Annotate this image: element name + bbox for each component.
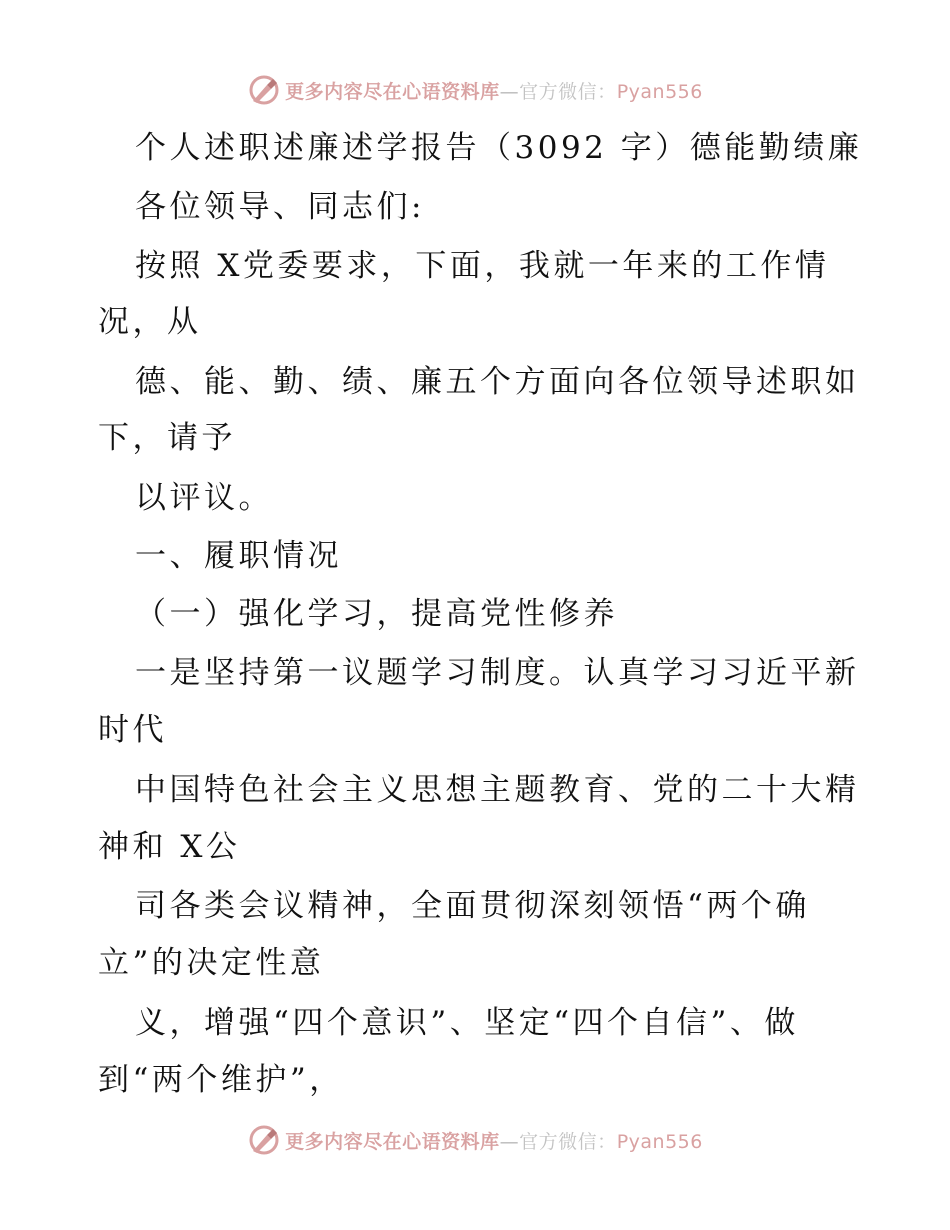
paragraph-line: 神和 X公 — [98, 829, 241, 865]
watermark-dash: — — [499, 80, 520, 103]
paragraph-line: 德、能、勤、绩、廉五个方面向各位领导述职如 — [135, 364, 860, 400]
paragraph-line: 立”的决定性意 — [98, 945, 325, 981]
subsection-heading: （一）强化学习，提高党性修养 — [135, 596, 618, 632]
paragraph-line: 以评议。 — [135, 480, 273, 516]
watermark-footer — [0, 1122, 950, 1158]
watermark-main: 更多内容尽在心语资料库 — [285, 1130, 500, 1153]
watermark-id: Pyan556 — [616, 80, 703, 103]
paragraph-line: 按照 X党委要求，下面，我就一年来的工作情 — [135, 248, 830, 284]
paragraph-line: 司各类会议精神，全面贯彻深刻领悟“两个确 — [135, 888, 810, 924]
salutation: 各位领导、同志们: — [135, 189, 425, 225]
paragraph-line: 一是坚持第一议题学习制度。认真学习习近平新 — [135, 655, 860, 691]
section-heading: 一、履职情况 — [135, 538, 342, 574]
paragraph-line: 中国特色社会主义思想主题教育、党的二十大精 — [135, 772, 860, 808]
paragraph-line: 况，从 — [98, 304, 202, 340]
paragraph-line: 到“两个维护”， — [98, 1062, 344, 1098]
watermark-main: 更多内容尽在心语资料库 — [285, 80, 500, 103]
watermark-official: 官方微信： — [519, 1130, 617, 1153]
paragraph-line: 下，请予 — [98, 420, 236, 456]
paragraph-line: 时代 — [98, 712, 167, 748]
watermark-text — [285, 1127, 703, 1154]
paragraph-line: 义，增强“四个意识”、坚定“四个自信”、做 — [135, 1005, 799, 1041]
pen-logo-icon — [247, 1123, 281, 1157]
document-title: 个人述职述廉述学报告（3092 字）德能勤绩廉 — [135, 130, 863, 166]
watermark-id: Pyan556 — [616, 1130, 703, 1153]
watermark-official: 官方微信： — [519, 80, 617, 103]
watermark-dash: — — [499, 1130, 520, 1153]
